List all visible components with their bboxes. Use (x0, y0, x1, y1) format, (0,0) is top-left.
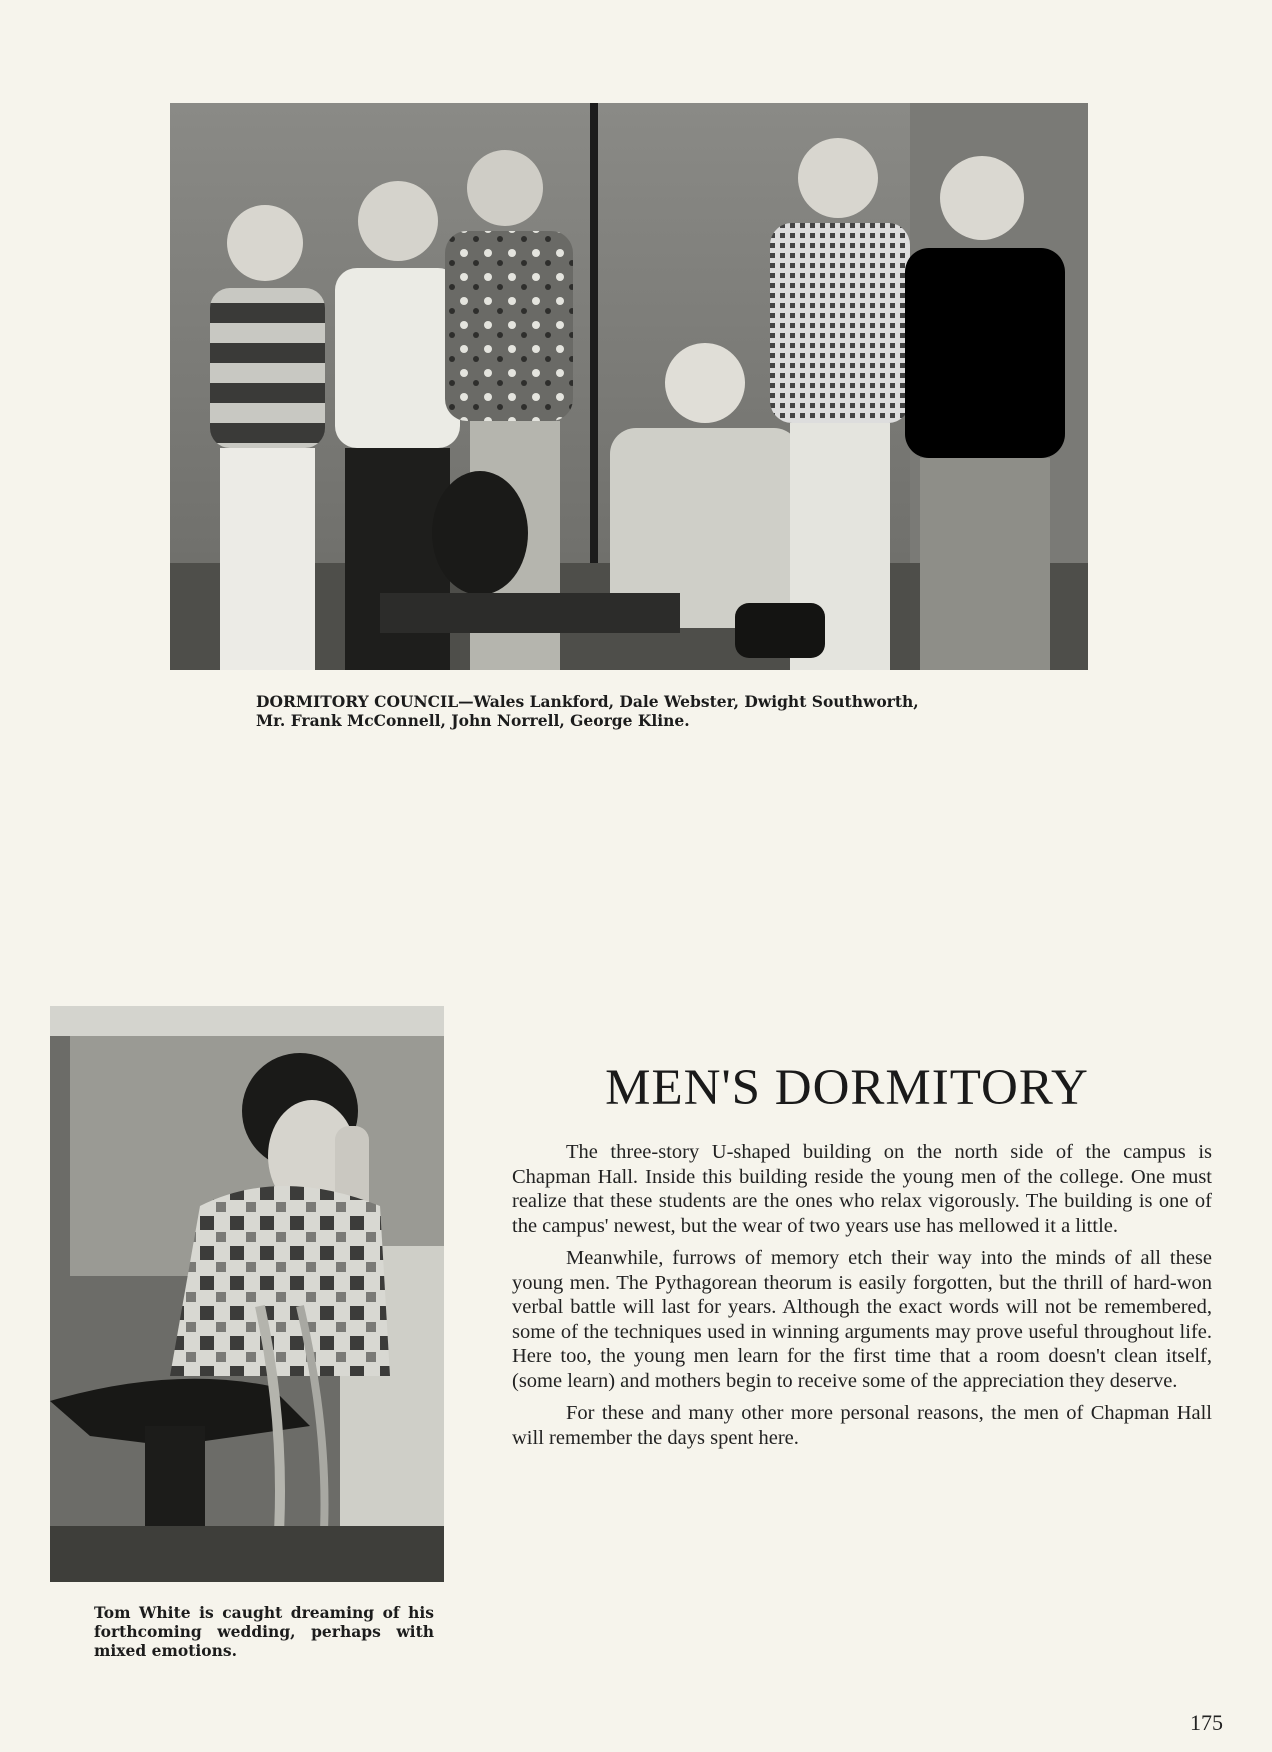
article-title: MEN'S DORMITORY (605, 1060, 1089, 1116)
tom-white-caption: Tom White is caught dreaming of his forthcoming wedding, perhaps with mixed emotions. (94, 1603, 434, 1660)
page-number: 175 (1190, 1710, 1223, 1735)
dormitory-council-photo (170, 103, 1088, 670)
tom-white-photo (50, 1006, 444, 1582)
dormitory-council-photo-image (170, 103, 1088, 670)
article-body (512, 1140, 1212, 1458)
article-paragraph: For these and many other more personal reasons, the men of Chapman Hall will remember the days spent here. (512, 1402, 1212, 1449)
dormitory-council-caption: DORMITORY COUNCIL—Wales Lankford, Dale Webster, Dwight Southworth, Mr. Frank McConnell, John Norrell, George Kline. (256, 692, 919, 730)
tom-white-photo-image (50, 1006, 444, 1582)
article-paragraph: Meanwhile, furrows of memory etch their way into the minds of all these young men. The Pythagorean theorum is easily forgotten, but the thrill of hard-won verbal battle will last for years. Although the exact words will not be remembered, some of the techniques used in winning arguments may prove useful throughout life. Here too, the young men learn for the first time that a room doesn't clean itself, (some learn) and mothers begin to receive some of the appreciation they deserve. (512, 1247, 1212, 1392)
article-paragraph: The three-story U-shaped building on the north side of the campus is Chapman Hall. Inside this building reside the young men of the college. One must realize that these students are the ones who relax vigorously. The building is one of the campus' newest, but the wear of two years use has mellowed it a little. (512, 1141, 1212, 1237)
